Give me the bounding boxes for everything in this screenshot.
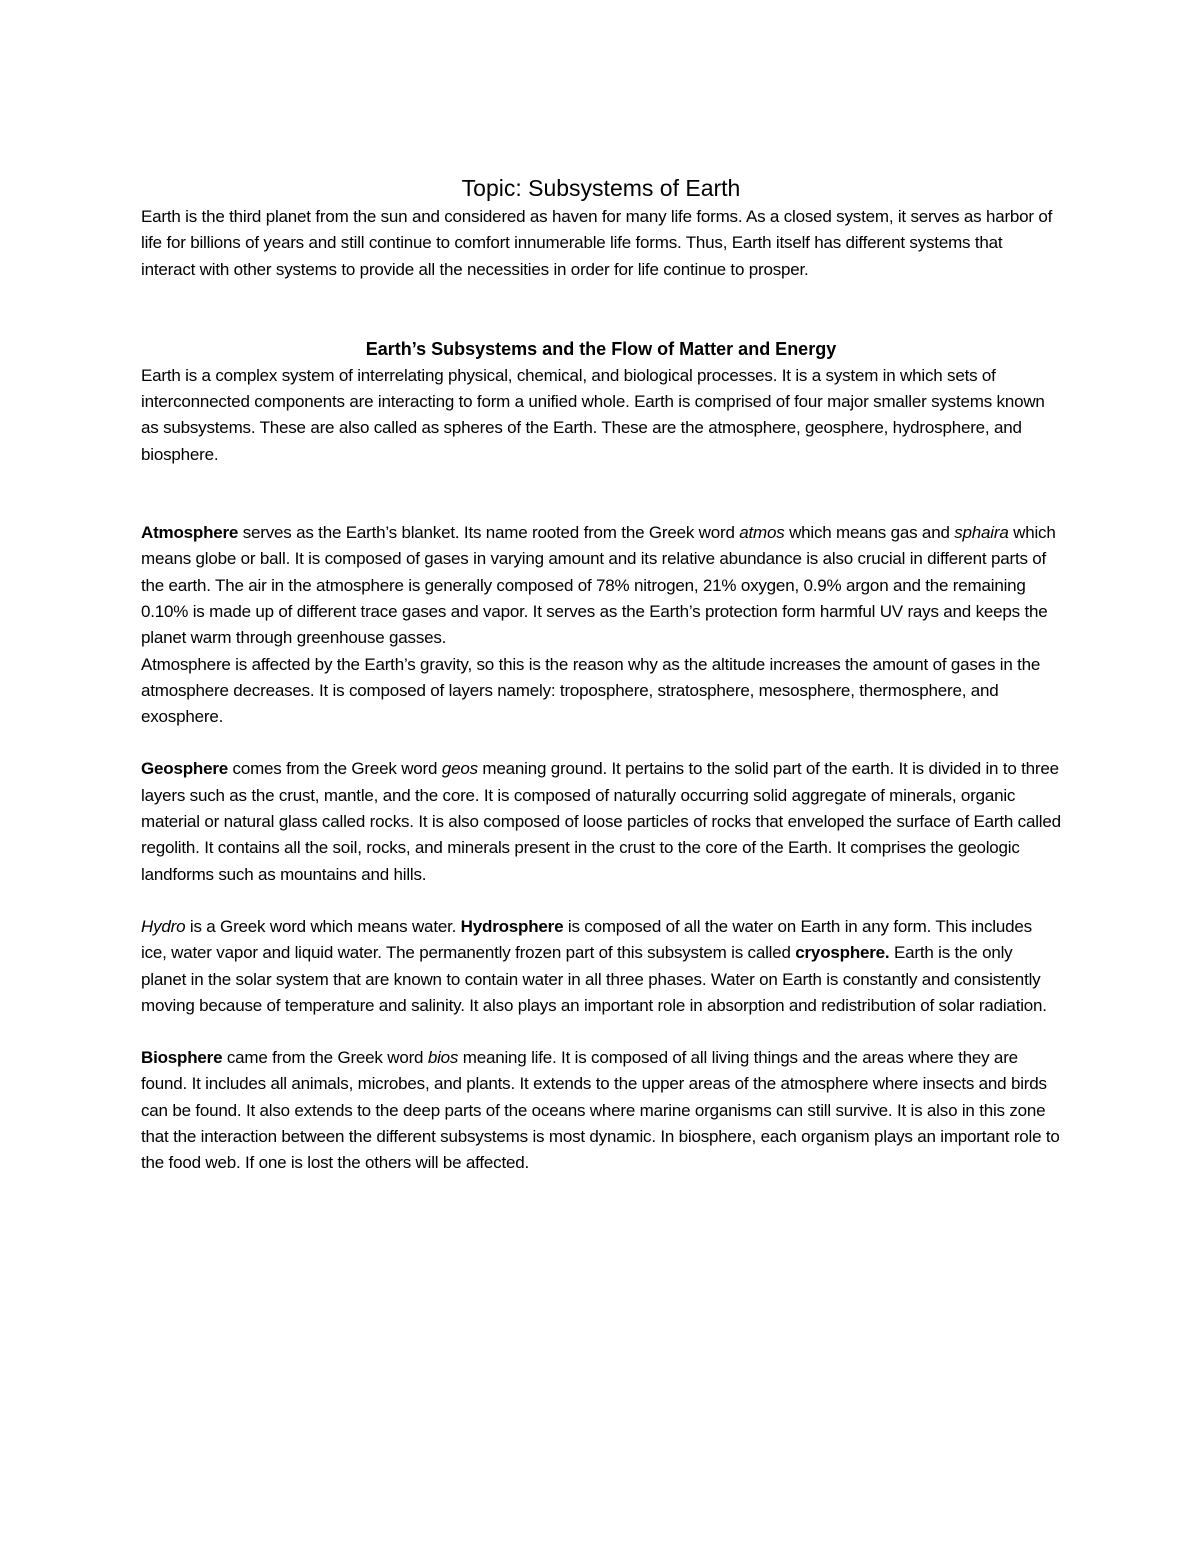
atmosphere-text-3: which means globe or ball. It is composed of gases in varying amount and its relative abundance is also crucial in different parts of the earth. The air in the atmosphere is generally composed of 78% nitrogen, 21% oxygen, 0.9% argon and the remaining 0.10% is made up of different trace gases and vapor. It serves as the Earth’s protection form harmful UV rays and keeps the planet warm through greenhouse gasses. — [141, 523, 1056, 648]
document-body — [141, 172, 1061, 1177]
biosphere-term: Biosphere — [141, 1048, 223, 1068]
hydrosphere-paragraph — [141, 914, 1061, 1019]
geosphere-paragraph — [141, 756, 1061, 887]
atmosphere-paragraph — [141, 520, 1061, 651]
biosphere-paragraph — [141, 1045, 1061, 1176]
spacer — [141, 494, 1061, 520]
hydrosphere-term: Hydrosphere — [460, 916, 564, 936]
geosphere-text-2: meaning ground. It pertains to the solid part of the earth. It is divided in to three layers such as the crust, mantle, and the core. It is composed of naturally occurring solid aggregate of minerals, organic material or natural glass called rocks. It is also composed of loose particles of rocks that enveloped the surface of Earth called regolith. It contains all the soil, rocks, and minerals present in the crust to the core of the Earth. It comprises the geologic landforms such as mountains and hills. — [141, 759, 1061, 884]
hydrosphere-text-2: is composed of all the water on Earth in any form. This includes ice, water vapor and liquid water. The permanently frozen part of this subsystem is called — [141, 916, 1032, 963]
spacer — [141, 283, 1061, 335]
atmosphere-word-atmos: atmos — [739, 523, 785, 543]
spacer — [141, 1019, 1061, 1045]
atmosphere-word-sphaira: sphaira — [954, 523, 1009, 543]
geosphere-text-1: comes from the Greek word — [228, 759, 442, 779]
section-intro-paragraph: Earth is a complex system of interrelating physical, chemical, and biological processes. It is a system in which sets of interconnected components are interacting to form a unified whole. Earth is comprised of four major smaller systems known as subsystems. These are also called as spheres of the Earth. These are the atmosphere, geosphere, hydrosphere, and biosphere. — [141, 365, 1045, 464]
hydrosphere-text-3: Earth is the only planet in the solar system that are known to contain water in all three phases. Water on Earth is constantly and consistently moving because of temperature and salinity. It also plays an important role in absorption and redistribution of solar radiation. — [141, 943, 1047, 1015]
biosphere-word-bios: bios — [427, 1048, 459, 1068]
intro-paragraph: Earth is the third planet from the sun and considered as haven for many life forms. As a closed system, it serves as harbor of life for billions of years and still continue to comfort innumerable life forms. Thus, Earth itself has different systems that interact with other systems to provide all the necessities in order for life continue to prosper. — [141, 207, 1053, 279]
biosphere-text-2: meaning life. It is composed of all living things and the areas where they are found. It includes all animals, microbes, and plants. It extends to the upper areas of the atmosphere where insects and birds can be found. It also extends to the deep parts of the oceans where marine organisms can still survive. It is also in this zone that the interaction between the different subsystems is most dynamic. In biosphere, each organism plays an important role to the food web. If one is lost the others will be affected. — [141, 1048, 1060, 1173]
section-heading: Earth’s Subsystems and the Flow of Matter and Energy — [365, 338, 837, 359]
atmosphere-text-2: which means gas and — [784, 523, 955, 543]
page-title: Topic: Subsystems of Earth — [461, 175, 741, 201]
atmosphere-paragraph-2: Atmosphere is affected by the Earth’s gravity, so this is the reason why as the altitude increases the amount of gases in the atmosphere decreases. It is composed of layers namely: troposphere, stratosphere, mesosphere, thermosphere, and exosphere. — [141, 654, 1041, 727]
hydrosphere-word-hydro: Hydro — [141, 916, 186, 936]
hydrosphere-text-1: is a Greek word which means water. — [185, 916, 461, 936]
spacer — [141, 888, 1061, 914]
geosphere-term: Geosphere — [141, 759, 229, 779]
atmosphere-term: Atmosphere — [141, 523, 239, 543]
atmosphere-text-1: serves as the Earth’s blanket. Its name rooted from the Greek word — [238, 523, 740, 543]
biosphere-text-1: came from the Greek word — [222, 1048, 428, 1068]
spacer — [141, 730, 1061, 756]
cryosphere-term: cryosphere. — [795, 943, 890, 963]
geosphere-word-geos: geos — [441, 759, 478, 779]
spacer — [141, 468, 1061, 494]
